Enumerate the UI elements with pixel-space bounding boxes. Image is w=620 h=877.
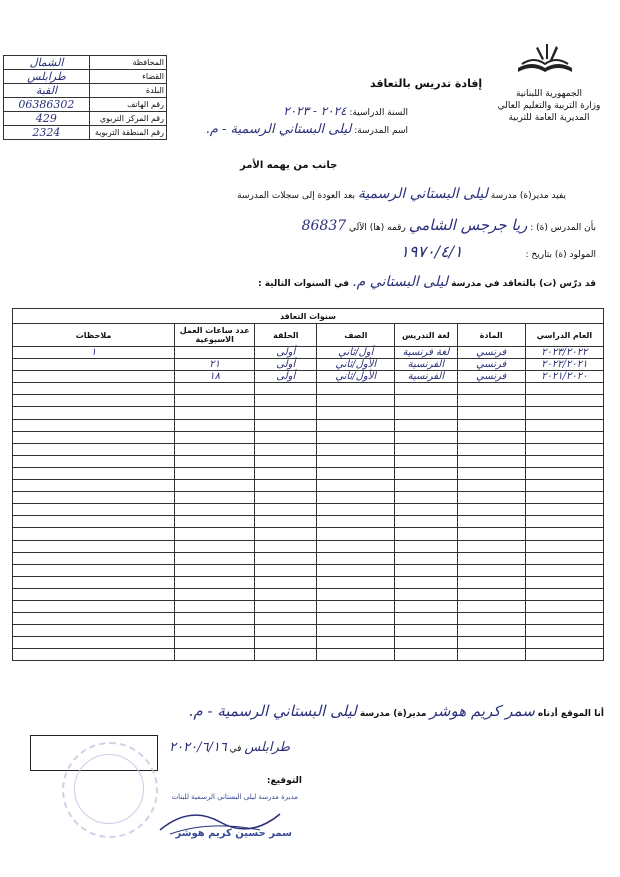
- table-cell: [13, 528, 175, 540]
- column-header: لغة التدريس: [395, 324, 457, 347]
- table-cell: [525, 649, 603, 661]
- table-cell: [13, 637, 175, 649]
- table-cell: [175, 467, 255, 479]
- ministry-line: وزارة التربية والتعليم العالي: [497, 101, 601, 111]
- info-value: القبة: [4, 84, 90, 98]
- document-title: إفادة تدريس بالتعاقد: [370, 77, 483, 90]
- table-cell: [13, 431, 175, 443]
- director-label: مدير(ة) مدرسة: [359, 709, 427, 719]
- table-cell: [525, 576, 603, 588]
- table-cell: [457, 443, 525, 455]
- table-cell: [255, 407, 317, 419]
- info-value: 06386302: [4, 98, 90, 112]
- table-row: [13, 600, 604, 612]
- table-cell: [317, 395, 395, 407]
- ministry-logo-icon: [512, 42, 578, 82]
- table-cell: [317, 516, 395, 528]
- date-value: ٢٠٢٠/٦/١٦: [169, 740, 227, 755]
- table-cell: [317, 649, 395, 661]
- table-cell: [525, 588, 603, 600]
- director-school-value: ليلى البستاني الرسمية - م.: [188, 702, 357, 720]
- table-cell: [317, 540, 395, 552]
- table-cell: [457, 431, 525, 443]
- table-cell: [457, 528, 525, 540]
- concern-heading: جانب من يهمه الأمر: [240, 160, 338, 171]
- table-cell: فرنسي: [457, 359, 525, 371]
- table-cell: [317, 443, 395, 455]
- taught-suffix: في السنوات التالية :: [257, 279, 350, 289]
- table-cell: [395, 419, 457, 431]
- table-cell: [13, 395, 175, 407]
- table-cell: [255, 613, 317, 625]
- table-cell: [525, 443, 603, 455]
- column-header: المادة: [457, 324, 525, 347]
- table-cell: [525, 407, 603, 419]
- table-row: [13, 419, 604, 431]
- official-stamp-inner-icon: [74, 754, 144, 824]
- table-row: [13, 625, 604, 637]
- table-cell: [255, 419, 317, 431]
- teacher-number-value: 86837: [301, 218, 347, 234]
- table-cell: أولى: [255, 371, 317, 383]
- certify-suffix: بعد العودة إلى سجلات المدرسة: [237, 191, 355, 201]
- table-cell: [457, 480, 525, 492]
- info-label: القضاء: [89, 70, 166, 84]
- teacher-name-value: ريا جرجس الشامي: [408, 216, 528, 234]
- table-cell: [395, 467, 457, 479]
- table-cell: [175, 576, 255, 588]
- table-cell: [457, 467, 525, 479]
- table-cell: [317, 455, 395, 467]
- table-cell: [175, 540, 255, 552]
- table-cell: [13, 576, 175, 588]
- table-cell: [457, 383, 525, 395]
- table-cell: [395, 613, 457, 625]
- table-cell: [13, 407, 175, 419]
- table-row: [13, 649, 604, 661]
- table-cell: ١: [13, 347, 175, 359]
- birth-line: [400, 242, 596, 261]
- table-cell: [457, 492, 525, 504]
- table-row: [13, 455, 604, 467]
- table-cell: [395, 528, 457, 540]
- table-row: [13, 395, 604, 407]
- table-cell: [457, 540, 525, 552]
- table-cell: [525, 431, 603, 443]
- table-cell: [175, 552, 255, 564]
- table-cell: [13, 600, 175, 612]
- info-row: [4, 84, 167, 98]
- school-year-line: [283, 104, 408, 118]
- table-cell: [457, 600, 525, 612]
- table-cell: [525, 419, 603, 431]
- table-cell: أولى: [255, 359, 317, 371]
- table-row: [13, 540, 604, 552]
- table-cell: [255, 649, 317, 661]
- ministry-line: المديرية العامة للتربية: [508, 113, 590, 123]
- table-cell: فرنسي: [457, 371, 525, 383]
- table-cell: [457, 395, 525, 407]
- signer-name: سمر حسين كريم هوشر: [175, 828, 292, 839]
- table-cell: [525, 395, 603, 407]
- table-row: [13, 407, 604, 419]
- table-cell: [255, 528, 317, 540]
- table-group-header: سنوات التعاقد: [13, 309, 604, 324]
- school-name-line: [206, 122, 408, 137]
- table-cell: [255, 516, 317, 528]
- column-header: الصف: [317, 324, 395, 347]
- table-cell: [13, 443, 175, 455]
- table-cell: [317, 588, 395, 600]
- certify-school-value: ليلى البستاني الرسمية: [357, 186, 488, 202]
- info-label: رقم المركز التربوي: [89, 112, 166, 126]
- certify-line: [237, 186, 566, 202]
- table-cell: [175, 637, 255, 649]
- table-row: [13, 516, 604, 528]
- ministry-line: الجمهورية اللبنانية: [515, 89, 583, 99]
- table-cell: [13, 359, 175, 371]
- stamp-caption: مديرة مدرسة ليلى البستاني الرسمية للبنات: [171, 793, 298, 801]
- table-cell: [175, 443, 255, 455]
- table-cell: [317, 419, 395, 431]
- table-cell: [175, 407, 255, 419]
- table-cell: [317, 552, 395, 564]
- table-cell: [13, 492, 175, 504]
- school-name-value: ليلى البستاني الرسمية - م.: [205, 122, 352, 137]
- table-cell: [525, 540, 603, 552]
- table-cell: ٢١: [175, 359, 255, 371]
- table-cell: [255, 492, 317, 504]
- table-cell: أول/ثاني: [317, 347, 395, 359]
- table-cell: [317, 467, 395, 479]
- table-cell: [395, 540, 457, 552]
- table-cell: [317, 504, 395, 516]
- table-cell: الأول/ثاني: [317, 359, 395, 371]
- table-cell: [255, 625, 317, 637]
- table-cell: [13, 467, 175, 479]
- table-row: [13, 347, 604, 359]
- table-cell: [255, 480, 317, 492]
- table-cell: [13, 516, 175, 528]
- info-value: 429: [4, 112, 90, 126]
- teacher-line: [302, 216, 596, 234]
- table-cell: [317, 431, 395, 443]
- table-cell: [395, 625, 457, 637]
- certify-prefix: يفيد مدير(ة) مدرسة: [490, 191, 566, 201]
- table-cell: [13, 613, 175, 625]
- table-cell: [525, 383, 603, 395]
- column-header: العام الدراسي: [525, 324, 603, 347]
- school-year-label: السنة الدراسية:: [349, 108, 408, 118]
- info-row: [4, 70, 167, 84]
- table-cell: الفرنسية: [395, 371, 457, 383]
- table-cell: [457, 613, 525, 625]
- table-row: [13, 576, 604, 588]
- table-cell: [395, 649, 457, 661]
- table-cell: [395, 480, 457, 492]
- table-cell: [175, 383, 255, 395]
- table-cell: [13, 588, 175, 600]
- birth-value: ١٩٧٠/٤/١: [400, 242, 463, 261]
- table-row: [13, 492, 604, 504]
- table-cell: [255, 576, 317, 588]
- table-cell: ٢٠٢٣/٢٠٢٢: [525, 347, 603, 359]
- table-cell: [457, 455, 525, 467]
- table-cell: [175, 395, 255, 407]
- table-cell: [457, 576, 525, 588]
- table-cell: [317, 600, 395, 612]
- info-row: [4, 112, 167, 126]
- table-cell: أولى: [255, 347, 317, 359]
- info-row: [4, 56, 167, 70]
- table-cell: [175, 347, 255, 359]
- table-cell: [175, 516, 255, 528]
- table-cell: [395, 383, 457, 395]
- date-prefix: في: [229, 744, 242, 754]
- table-cell: [175, 649, 255, 661]
- table-cell: الفرنسية: [395, 359, 457, 371]
- table-cell: [525, 637, 603, 649]
- table-row: [13, 637, 604, 649]
- table-cell: [457, 504, 525, 516]
- info-value: الشمال: [4, 56, 90, 70]
- table-cell: [255, 504, 317, 516]
- table-cell: [525, 613, 603, 625]
- table-row: [13, 359, 604, 371]
- table-cell: [175, 564, 255, 576]
- table-cell: [255, 431, 317, 443]
- info-label: رقم المنطقة التربوية: [89, 126, 166, 140]
- table-cell: [255, 467, 317, 479]
- table-cell: [457, 419, 525, 431]
- table-cell: [175, 588, 255, 600]
- table-cell: [525, 528, 603, 540]
- table-cell: [255, 637, 317, 649]
- table-row: [13, 443, 604, 455]
- table-cell: [175, 419, 255, 431]
- table-cell: [175, 528, 255, 540]
- teacher-label: بأن المدرس (ة) :: [530, 223, 596, 233]
- table-cell: [457, 564, 525, 576]
- table-cell: [457, 516, 525, 528]
- table-cell: [395, 431, 457, 443]
- table-cell: [525, 516, 603, 528]
- taught-prefix: قد درّس (ت) بالتعاقد في مدرسة: [451, 279, 596, 289]
- table-cell: [13, 419, 175, 431]
- table-cell: ٢٠٢٢/٢٠٢١: [525, 359, 603, 371]
- column-header: الحلقة: [255, 324, 317, 347]
- contract-years-table: [12, 308, 604, 661]
- table-cell: [175, 480, 255, 492]
- table-cell: [395, 588, 457, 600]
- table-row: [13, 371, 604, 383]
- table-cell: [317, 637, 395, 649]
- table-cell: [255, 600, 317, 612]
- table-cell: [13, 504, 175, 516]
- table-row: [13, 588, 604, 600]
- undersigned-label: أنا الموقع أدناه: [537, 709, 604, 719]
- undersigned-line: [189, 702, 604, 720]
- signature-label: التوقيع:: [266, 776, 302, 786]
- table-cell: [395, 552, 457, 564]
- table-cell: [395, 637, 457, 649]
- table-cell: [13, 540, 175, 552]
- school-year-value: ٢٠٢٤ - ٢٠٢٣: [283, 104, 347, 118]
- table-row: [13, 564, 604, 576]
- table-cell: [13, 383, 175, 395]
- school-name-label: اسم المدرسة:: [354, 126, 408, 136]
- table-cell: [175, 504, 255, 516]
- table-cell: [395, 504, 457, 516]
- table-row: [13, 467, 604, 479]
- info-row: [4, 126, 167, 140]
- undersigned-value: سمر كريم هوشر: [429, 702, 535, 720]
- table-cell: [13, 480, 175, 492]
- table-cell: [317, 492, 395, 504]
- info-label: المحافظة: [89, 56, 166, 70]
- table-cell: [395, 576, 457, 588]
- table-cell: [175, 431, 255, 443]
- table-cell: [525, 564, 603, 576]
- table-cell: [395, 455, 457, 467]
- table-cell: [525, 600, 603, 612]
- taught-school-value: ليلى البستاني م.: [352, 274, 448, 290]
- table-cell: [175, 613, 255, 625]
- table-cell: [457, 637, 525, 649]
- table-cell: [395, 443, 457, 455]
- table-cell: [317, 613, 395, 625]
- table-cell: [255, 564, 317, 576]
- table-cell: [175, 625, 255, 637]
- table-cell: [525, 492, 603, 504]
- table-row: [13, 431, 604, 443]
- column-header: ملاحظات: [13, 324, 175, 347]
- table-cell: [395, 492, 457, 504]
- info-value: 2324: [4, 126, 90, 140]
- table-cell: [457, 649, 525, 661]
- table-cell: [317, 625, 395, 637]
- table-cell: [395, 600, 457, 612]
- table-cell: الأول/ثاني: [317, 371, 395, 383]
- table-row: [13, 613, 604, 625]
- table-cell: [525, 504, 603, 516]
- info-table: [3, 55, 167, 140]
- table-cell: [13, 371, 175, 383]
- table-cell: [525, 480, 603, 492]
- table-cell: [175, 600, 255, 612]
- table-cell: [395, 564, 457, 576]
- table-cell: [457, 552, 525, 564]
- table-cell: ٢٠٢١/٢٠٢٠: [525, 371, 603, 383]
- table-row: [13, 504, 604, 516]
- table-cell: [175, 455, 255, 467]
- table-cell: [255, 455, 317, 467]
- table-cell: [395, 407, 457, 419]
- table-cell: [395, 516, 457, 528]
- taught-line: [258, 274, 596, 290]
- table-cell: [255, 588, 317, 600]
- table-row: [13, 552, 604, 564]
- ministry-name: [494, 88, 604, 124]
- table-cell: [255, 552, 317, 564]
- table-cell: [525, 552, 603, 564]
- table-cell: [317, 564, 395, 576]
- table-cell: [13, 455, 175, 467]
- table-cell: فرنسي: [457, 347, 525, 359]
- table-cell: [255, 383, 317, 395]
- table-cell: [317, 383, 395, 395]
- table-cell: [255, 443, 317, 455]
- info-value: طرابلس: [4, 70, 90, 84]
- table-cell: [525, 625, 603, 637]
- birth-label: المولود (ة) بتاريخ :: [525, 250, 596, 260]
- table-cell: [13, 552, 175, 564]
- place-value: طرابلس: [244, 740, 290, 755]
- info-row: [4, 98, 167, 112]
- table-cell: ١٨: [175, 371, 255, 383]
- table-cell: [317, 528, 395, 540]
- table-cell: [525, 467, 603, 479]
- table-cell: [525, 455, 603, 467]
- table-cell: [317, 407, 395, 419]
- info-label: رقم الهاتف: [89, 98, 166, 112]
- table-cell: [457, 407, 525, 419]
- table-cell: [175, 492, 255, 504]
- table-row: [13, 383, 604, 395]
- table-cell: [457, 588, 525, 600]
- table-cell: [255, 395, 317, 407]
- teacher-number-label: رقمه (ها) الآلي: [349, 223, 406, 233]
- table-cell: [317, 480, 395, 492]
- table-cell: [13, 625, 175, 637]
- table-cell: [317, 576, 395, 588]
- place-date-line: [169, 740, 290, 755]
- table-cell: [457, 625, 525, 637]
- column-header: عدد ساعات العمل الاسبوعية: [175, 324, 255, 347]
- table-cell: [13, 564, 175, 576]
- table-row: [13, 528, 604, 540]
- table-cell: لغة فرنسية: [395, 347, 457, 359]
- table-cell: [13, 649, 175, 661]
- table-cell: [395, 395, 457, 407]
- table-cell: [255, 540, 317, 552]
- table-row: [13, 480, 604, 492]
- info-label: البلدة: [89, 84, 166, 98]
